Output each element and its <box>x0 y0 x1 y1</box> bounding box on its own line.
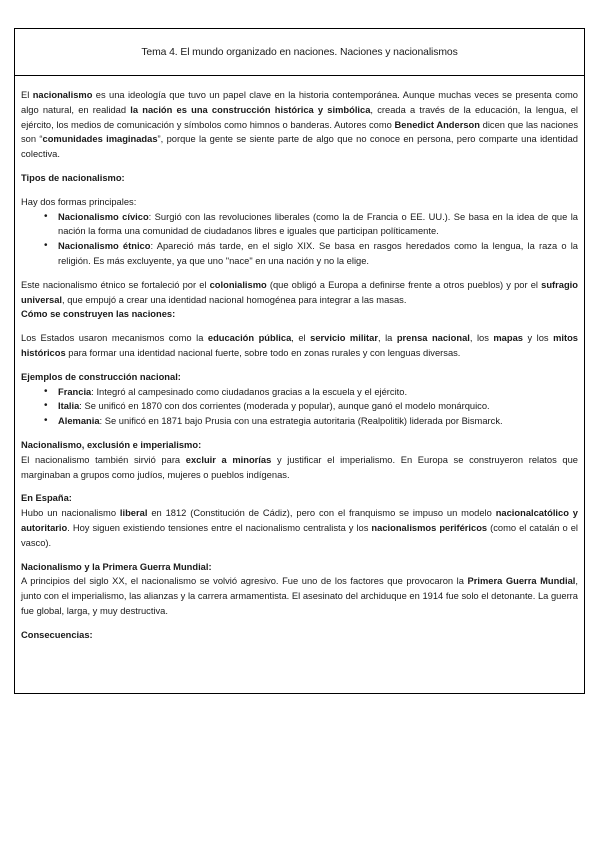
intro-term-comunidades: comunidades imaginadas <box>42 134 158 145</box>
term-primera-guerra: Primera Guerra Mundial <box>467 576 576 587</box>
excl-text-1: El nacionalismo también sirvió para <box>21 454 186 465</box>
tipos-list <box>21 210 578 269</box>
list-item-text: : Integró al campesinado como ciudadanos gracias a la escuela y el ejército. <box>91 386 408 397</box>
list-item <box>21 414 578 429</box>
intro-paragraph <box>21 88 578 162</box>
list-item-text: : Se unificó en 1870 con dos corrientes (moderada y popular), aunque ganó el modelo monárquico. <box>79 401 490 412</box>
heading-ejemplos: Ejemplos de construcción nacional: <box>21 371 181 382</box>
heading-consecuencias: Consecuencias: <box>21 629 93 640</box>
follow-text-1: Este nacionalismo étnico se fortaleció por el <box>21 279 210 290</box>
follow-text-3: , que empujó a crear una identidad nacional homogénea para integrar a las masas. <box>62 294 407 305</box>
term-educacion: educación pública <box>207 333 292 344</box>
heading-exclusion: Nacionalismo, exclusión e imperialismo: <box>21 439 202 450</box>
intro-term-nacionalismo: nacionalismo <box>32 90 93 100</box>
follow-text-2: (que obligó a Europa a definirse frente a otros pueblos) y por el <box>266 279 542 290</box>
list-item <box>21 239 578 269</box>
heading-construccion: Cómo se construyen las naciones: <box>21 309 176 320</box>
bullet-icon: • <box>44 385 48 397</box>
cons-text-4: , los <box>469 333 494 344</box>
bullet-icon: • <box>44 210 48 222</box>
guerra-paragraph <box>21 574 578 618</box>
espana-paragraph <box>21 506 578 550</box>
exclusion-paragraph <box>21 453 578 483</box>
list-item-text: : Surgió con las revoluciones liberales (como la de Francia o EE. UU.). Se basa en la idea de que la nación la forma una comunidad de ciudadanos libres e iguales que participan políticamente. <box>58 211 579 237</box>
term-liberal: liberal <box>119 508 148 519</box>
term-mitos: mitos históricos <box>21 333 578 358</box>
ejemplos-list <box>21 385 578 429</box>
intro-term-construccion: la nación es una construcción histórica y simbólica <box>130 104 371 115</box>
term-perifericos: nacionalismos periféricos <box>371 522 488 533</box>
intro-term-anderson: Benedict Anderson <box>394 119 480 130</box>
cons-text-3: , la <box>377 333 397 344</box>
title-text: Tema 4. El mundo organizado en naciones. Naciones y nacionalismos <box>141 46 458 58</box>
list-item <box>21 385 578 400</box>
esp-text-2: en 1812 (Constitución de Cádiz), pero con el franquismo se impuso un modelo <box>147 508 496 519</box>
esp-text-3: . Hoy siguen existiendo tensiones entre el nacionalismo centralista y los <box>67 522 372 533</box>
tipos-follow-paragraph <box>21 278 578 308</box>
list-item-term: Italia <box>58 401 80 412</box>
excl-text-2: y justificar el imperialismo. En Europa se construyeron relatos que marginaban a grupos como judíos, mujeres o pueblos indígenas. <box>21 454 578 480</box>
construccion-paragraph <box>21 331 578 361</box>
heading-guerra: Nacionalismo y la Primera Guerra Mundial: <box>21 561 212 572</box>
term-excluir: excluir a minorías <box>185 454 272 465</box>
list-item-term: Francia <box>58 386 92 397</box>
esp-text-4: (como el catalán o el vasco). <box>21 522 578 548</box>
term-mapas: mapas <box>493 333 523 344</box>
bullet-icon: • <box>44 240 48 252</box>
term-servicio: servicio militar <box>310 333 378 344</box>
esp-text-1: Hubo un nacionalismo <box>21 508 120 519</box>
document-title <box>15 29 584 76</box>
document-table <box>14 28 585 694</box>
list-item <box>21 210 578 240</box>
term-prensa: prensa nacional <box>396 333 470 344</box>
intro-text-1: El <box>21 90 33 100</box>
list-item-text: : Se unificó en 1871 bajo Prusia con una estrategia autoritaria (Realpolitik) liderada por Bismarck. <box>99 416 503 427</box>
intro-text-2: es una ideología que tuvo un papel clave en la historia contemporánea. Aunque muchas veces se presenta como algo natural, en realidad <box>21 90 578 115</box>
heading-espana: En España: <box>21 493 72 504</box>
list-item-term: Nacionalismo étnico <box>58 241 151 252</box>
term-nacionalcatolico: nacionalcatólico y autoritario <box>21 508 578 533</box>
intro-text-3: , creada a través de la educación, la lengua, el ejército, los medios de comunicación y símbolos como himnos o banderas. Autores como <box>21 104 579 130</box>
intro-text-4: dicen que las naciones son “ <box>21 119 578 145</box>
list-item <box>21 399 578 414</box>
heading-tipos: Tipos de nacionalismo: <box>21 172 125 183</box>
bullet-icon: • <box>44 415 48 427</box>
document-body <box>15 76 584 643</box>
guerra-text-1: A principios del siglo XX, el nacionalismo se volvió agresivo. Fue uno de los factores que provocaron la <box>21 576 468 587</box>
cons-text-1: Los Estados usaron mecanismos como la <box>21 333 208 344</box>
tipos-lead: Hay dos formas principales: <box>21 196 137 207</box>
list-item-term: Alemania <box>58 416 100 427</box>
term-sufragio: sufragio universal <box>21 279 578 305</box>
cons-text-5: y los <box>522 333 554 344</box>
guerra-text-2: , junto con el imperialismo, las alianzas y la carrera armamentista. El asesinato del archiduque en 1914 fue solo el detonante. La guerra fue global, larga, y muy destructiva. <box>21 576 578 616</box>
cons-text-6: para formar una identidad nacional fuerte, sobre todo en zonas rurales y con lenguas diversas. <box>65 347 461 358</box>
intro-text-5: ”, porque la gente se siente parte de algo que no conoce en persona, pero comparte una identidad colectiva. <box>21 134 579 160</box>
term-colonialismo: colonialismo <box>209 279 267 290</box>
bullet-icon: • <box>44 400 48 412</box>
list-item-term: Nacionalismo cívico <box>58 211 149 222</box>
list-item-text: : Apareció más tarde, en el siglo XIX. Se basa en rasgos heredados como la lengua, la raza o la religión. Es más excluyente, ya que uno "nace" en una nación y no la elige. <box>58 241 578 266</box>
cons-text-2: , el <box>291 333 311 344</box>
